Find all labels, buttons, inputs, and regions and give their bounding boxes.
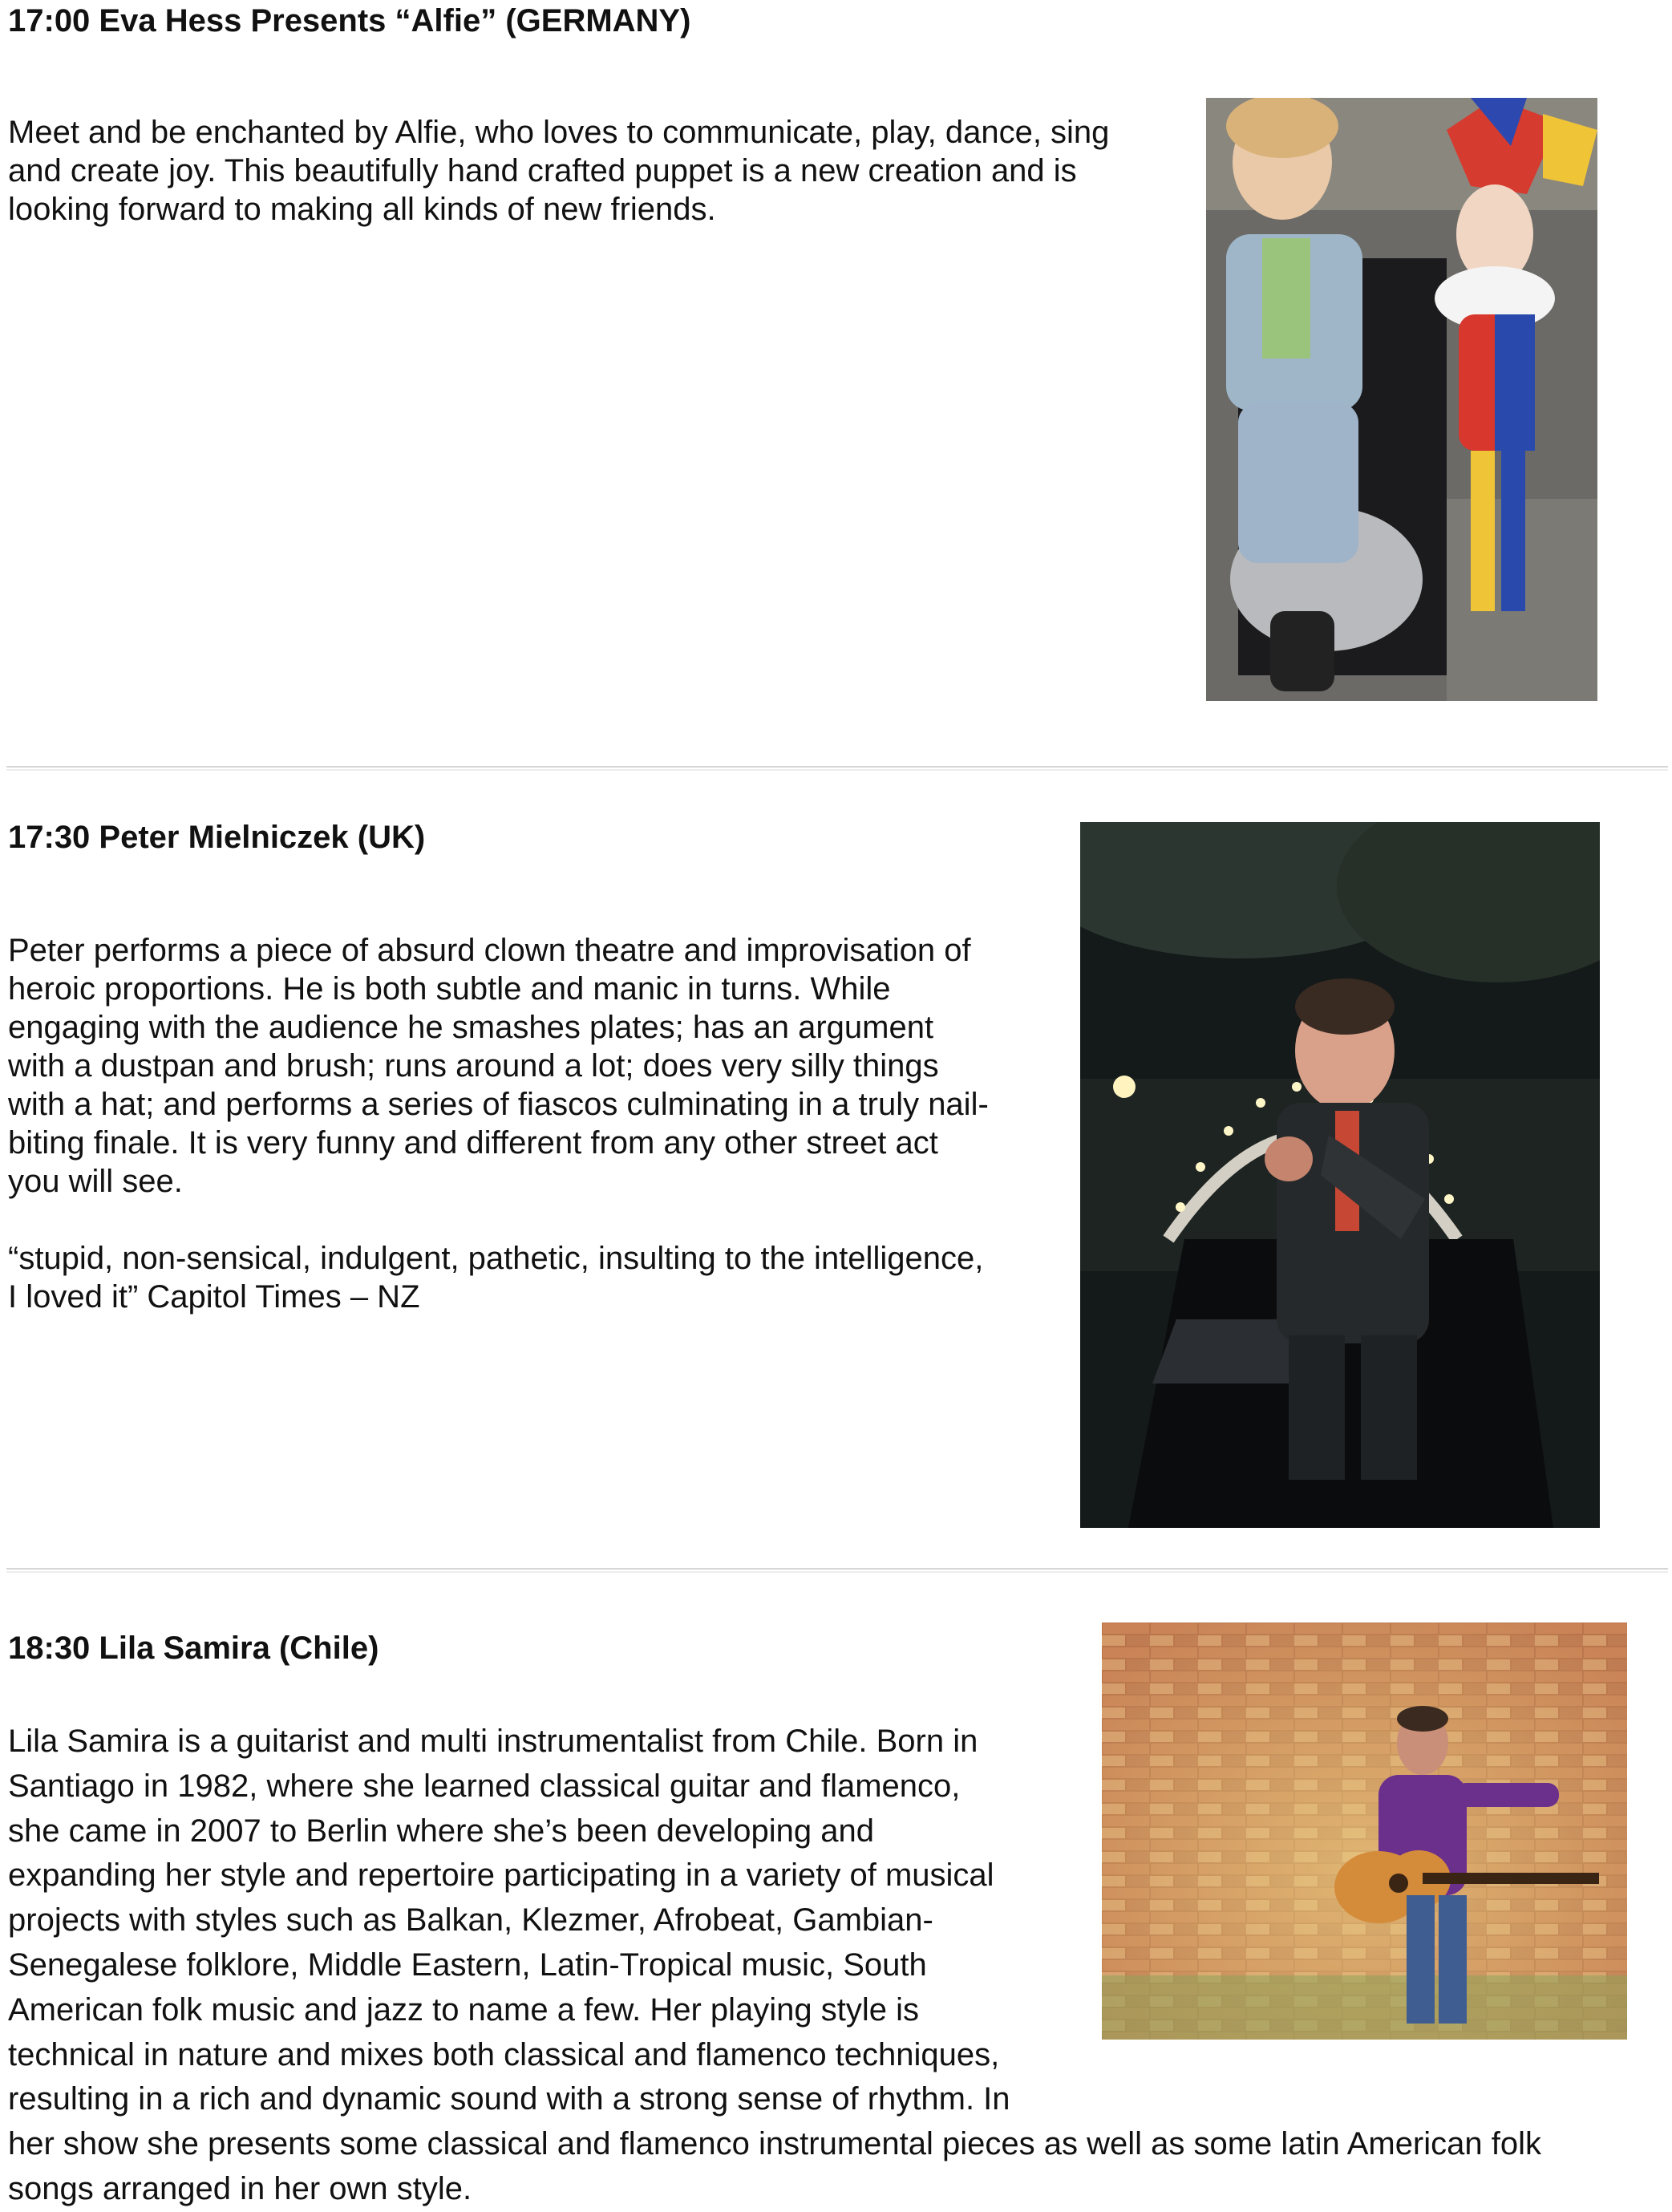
section-divider	[6, 766, 1668, 771]
photo-peter-mielniczek	[1080, 822, 1600, 1528]
text-line: technical in nature and mixes both classical and flamenco techniques,	[8, 2036, 1000, 2072]
text-line: heroic proportions. He is both subtle and manic in turns. While	[8, 971, 891, 1007]
text-line: engaging with the audience he smashes plates; has an argument	[8, 1010, 934, 1045]
text-line: Senegalese folklore, Middle Eastern, Latin-Tropical music, South	[8, 1947, 927, 1983]
photo-alfie-puppet	[1206, 98, 1597, 701]
text-line: expanding her style and repertoire participating in a variety of musical	[8, 1858, 994, 1894]
text-line: and create joy. This beautifully hand crafted puppet is a new creation and is	[8, 153, 1077, 188]
act-title-alfie: 17:00 Eva Hess Presents “Alfie” (GERMANY)	[8, 3, 691, 38]
text-line: her show she presents some classical and flamenco instrumental pieces as well as some latin American folk	[8, 2126, 1541, 2162]
act-title-peter-mielniczek: 17:30 Peter Mielniczek (UK)	[8, 820, 426, 855]
text-line: with a hat; and performs a series of fiascos culminating in a truly nail-	[8, 1087, 989, 1122]
text-line: resulting in a rich and dynamic sound with a strong sense of rhythm. In	[8, 2081, 1010, 2117]
text-line: biting finale. It is very funny and different from any other street act	[8, 1125, 938, 1161]
act-description-alfie	[8, 113, 1109, 229]
text-line: songs arranged in her own style.	[8, 2170, 472, 2206]
section-divider	[6, 1568, 1668, 1573]
text-line: American folk music and jazz to name a few. Her playing style is	[8, 1991, 920, 2028]
act-title-lila-samira: 18:30 Lila Samira (Chile)	[8, 1631, 379, 1666]
text-line: I loved it” Capitol Times – NZ	[8, 1279, 420, 1315]
text-line: “stupid, non-sensical, indulgent, pathetic, insulting to the intelligence,	[8, 1241, 984, 1276]
text-line: she came in 2007 to Berlin where she’s been developing and	[8, 1813, 874, 1849]
photo-lila-samira	[1102, 1623, 1627, 2040]
text-line: Peter performs a piece of absurd clown theatre and improvisation of	[8, 933, 971, 968]
text-line: Meet and be enchanted by Alfie, who loves to communicate, play, dance, sing	[8, 115, 1110, 150]
text-line: looking forward to making all kinds of new friends.	[8, 192, 716, 227]
text-line: Lila Samira is a guitarist and multi instrumentalist from Chile. Born in	[8, 1724, 978, 1759]
text-line: projects with styles such as Balkan, Klezmer, Afrobeat, Gambian-	[8, 1902, 933, 1939]
press-quote	[8, 1239, 983, 1316]
act-description-peter-mielniczek	[8, 931, 989, 1201]
text-line: with a dustpan and brush; runs around a lot; does very silly things	[8, 1048, 939, 1084]
text-line: you will see.	[8, 1164, 183, 1199]
text-line: Santiago in 1982, where she learned classical guitar and flamenco,	[8, 1768, 961, 1804]
